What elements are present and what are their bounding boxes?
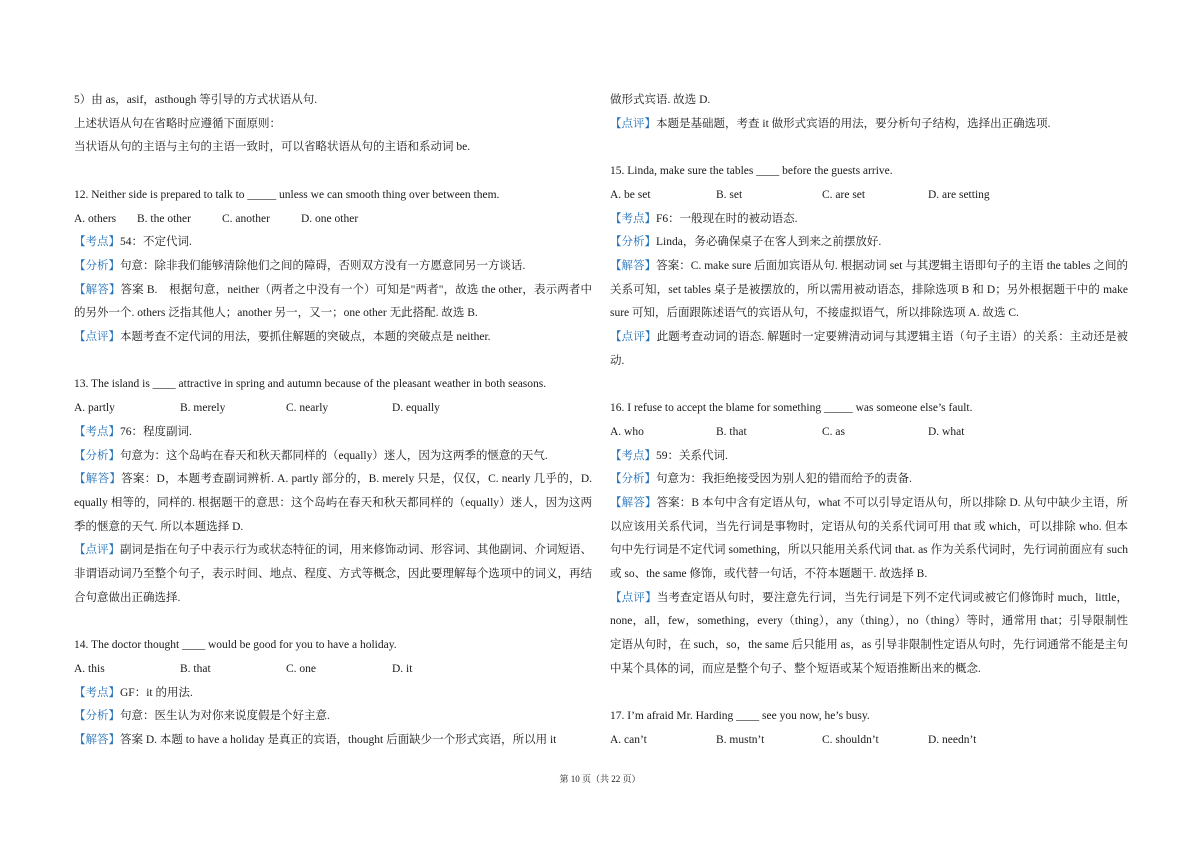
jieda-tag: 【解答】 [74, 283, 121, 296]
intro-line: 上述状语从句在省略时应遵循下面原则： [74, 117, 281, 130]
kaodian-14: 【考点】GF：it 的用法. [74, 686, 193, 699]
jieda-tag: 【解答】 [610, 259, 657, 272]
fenxi-13: 【分析】句意为：这个岛屿在春天和秋天都同样的（equally）迷人，因为这两季的惬意的天气. [74, 449, 548, 462]
option: C. as [822, 425, 845, 438]
dianping-tag: 【点评】 [74, 331, 120, 344]
option: D. are setting [928, 188, 990, 201]
dianping-16: 【点评】当考查定语从句时，要注意先行词，当先行词是下列不定代词或被它们修饰时 much，little，none，all，few，something，every（thing），any（thing），no（thing）等时，通常用 that；引导限制性定语从句时，在 such，so，the same 后只能用 as，as 引导非限制性定语从句时，先行词通常不能是主句中某个具体的词，而应是整个句子、整个短语或某个短语推断出来的概念. [610, 591, 1129, 675]
option: B. set [716, 188, 743, 201]
dianping-tag: 【点评】 [74, 544, 121, 557]
dianping-tag: 【点评】 [610, 331, 657, 344]
option: B. that [180, 662, 211, 675]
kaodian-tag: 【考点】 [610, 212, 656, 225]
fenxi-tag: 【分析】 [74, 259, 120, 272]
kaodian-15: 【考点】F6：一般现在时的被动语态. [610, 212, 798, 225]
jieda-16: 【解答】答案：B 本句中含有定语从句，what 不可以引导定语从句，所以排除 D. 从句中缺少主语，所以应该用关系代词，当先行词是事物时，定语从句的关系代词可用 that 或 which，可以排除 who. 但本句中先行词是不定代词 something，所以只能用关系代词 that. as 作为关系代词时，先行词前面应有 such 或 so、the same 修饰，或代替一句话，不符本题题干. 故选择 B. [610, 496, 1129, 581]
left-column [74, 89, 592, 753]
fenxi-tag: 【分析】 [74, 710, 120, 723]
fenxi-14: 【分析】句意：医生认为对你来说度假是个好主意. [74, 710, 330, 723]
kaodian-tag: 【考点】 [74, 425, 120, 438]
option: C. are set [822, 188, 866, 201]
option: A. can’t [610, 733, 647, 746]
jieda-12: 【解答】答案 B. 根据句意，neither（两者之中没有一个）可知是"两者"，故选 the other，表示两者中的另外一个. others 泛指其他人；another 另一，又一；one other 无此搭配. 故选 B. [74, 283, 592, 320]
q14-continuation: 做形式宾语. 故选 D. [610, 94, 711, 106]
option: C. nearly [286, 402, 329, 415]
option: D. equally [392, 402, 440, 415]
option: D. one other [301, 212, 359, 225]
dianping-12: 【点评】本题考查不定代词的用法，要抓住解题的突破点，本题的突破点是 neither. [74, 331, 491, 344]
option: A. who [610, 425, 644, 438]
option: D. what [928, 425, 965, 438]
option: C. shouldn’t [822, 733, 879, 746]
jieda-15: 【解答】答案：C. make sure 后面加宾语从句. 根据动词 set 与其逻辑主语即句子的主语 the tables 之间的关系可知，set tables 桌子是被摆放的，所以需用被动语态，排除选项 B 和 D；另外根据题干中的 make sure 可知，后面跟陈述语气的宾语从句，不接虚拟语气，所以排除选项 A. 故选 C. [610, 259, 1128, 320]
fenxi-16: 【分析】句意为：我拒绝接受因为别人犯的错而给予的责备. [610, 473, 912, 486]
jieda-tag: 【解答】 [74, 733, 120, 746]
option: C. one [286, 662, 317, 675]
dianping-13: 【点评】副词是指在句子中表示行为或状态特征的词，用来修饰动词、形容词、其他副词、介词短语、非谓语动词乃至整个句子，表示时间、地点、程度、方式等概念，因此要理解每个选项中的词义，再结合句意做出正确选择. [74, 544, 592, 604]
jieda-14: 【解答】答案 D. 本题 to have a holiday 是真正的宾语，thought 后面缺少一个形式宾语，所以用 it [74, 733, 557, 746]
options-13 [74, 397, 592, 421]
page-footer: 第 10 页（共 22 页） [559, 774, 641, 784]
intro-line: 5）由 as，asif，asthough 等引导的方式状语从句. [74, 94, 318, 106]
fenxi-15: 【分析】Linda，务必确保桌子在客人到来之前摆放好. [610, 236, 882, 249]
fenxi-12: 【分析】句意：除非我们能够清除他们之间的障碍，否则双方没有一方愿意同另一方谈话. [74, 259, 526, 272]
option: D. needn’t [928, 733, 977, 746]
question-16: 16. I refuse to accept the blame for something _____ was someone else’s fault. [610, 402, 973, 415]
options-17 [610, 729, 1128, 753]
option: B. mustn’t [716, 733, 765, 746]
fenxi-tag: 【分析】 [74, 449, 120, 462]
jieda-tag: 【解答】 [610, 496, 657, 509]
option: B. that [716, 425, 747, 438]
intro-line: 当状语从句的主语与主句的主语一致时，可以省略状语从句的主语和系动词 be. [74, 141, 471, 154]
options-16 [610, 421, 1128, 445]
option: D. it [392, 662, 413, 675]
dianping-tag: 【点评】 [610, 591, 657, 604]
option: A. others [74, 212, 117, 225]
kaodian-13: 【考点】76：程度副词. [74, 425, 192, 438]
option: A. be set [610, 188, 651, 201]
right-column [610, 89, 1128, 753]
options-12 [74, 208, 592, 232]
option: B. merely [180, 402, 226, 415]
options-14 [74, 658, 592, 682]
question-14: 14. The doctor thought ____ would be good for you to have a holiday. [74, 639, 397, 652]
jieda-tag: 【解答】 [74, 473, 122, 486]
fenxi-tag: 【分析】 [610, 236, 656, 249]
question-17: 17. I’m afraid Mr. Harding ____ see you now, he’s busy. [610, 710, 870, 723]
option: C. another [222, 212, 270, 225]
kaodian-tag: 【考点】 [610, 449, 656, 462]
jieda-13: 【解答】答案：D，本题考查副词辨析. A. partly 部分的，B. merely 只是，仅仅，C. nearly 几乎的，D. equally 相等的，同样的. 根据题干的意思：这个岛屿在春天和秋天都同样的（equally）迷人，因为这两季的惬意的天气. 所以本题选择 D. [74, 473, 592, 533]
kaodian-tag: 【考点】 [74, 236, 120, 249]
option: A. this [74, 662, 105, 675]
kaodian-12: 【考点】54：不定代词. [74, 236, 192, 249]
dianping-tag: 【点评】 [610, 117, 656, 130]
dianping-14: 【点评】本题是基础题，考查 it 做形式宾语的用法，要分析句子结构，选择出正确选项. [610, 117, 1051, 130]
question-13: 13. The island is ____ attractive in spring and autumn because of the pleasant weather in both seasons. [74, 378, 547, 391]
question-12: 12. Neither side is prepared to talk to _____ unless we can smooth thing over between them. [74, 188, 500, 201]
option: B. the other [137, 212, 191, 225]
fenxi-tag: 【分析】 [610, 473, 656, 486]
option: A. partly [74, 402, 115, 415]
options-15 [610, 184, 1128, 208]
kaodian-16: 【考点】59：关系代词. [610, 449, 728, 462]
dianping-15: 【点评】此题考查动词的语态. 解题时一定要辨清动词与其逻辑主语（句子主语）的关系：主动还是被动. [610, 331, 1129, 367]
question-15: 15. Linda, make sure the tables ____ before the guests arrive. [610, 165, 893, 178]
kaodian-tag: 【考点】 [74, 686, 120, 699]
